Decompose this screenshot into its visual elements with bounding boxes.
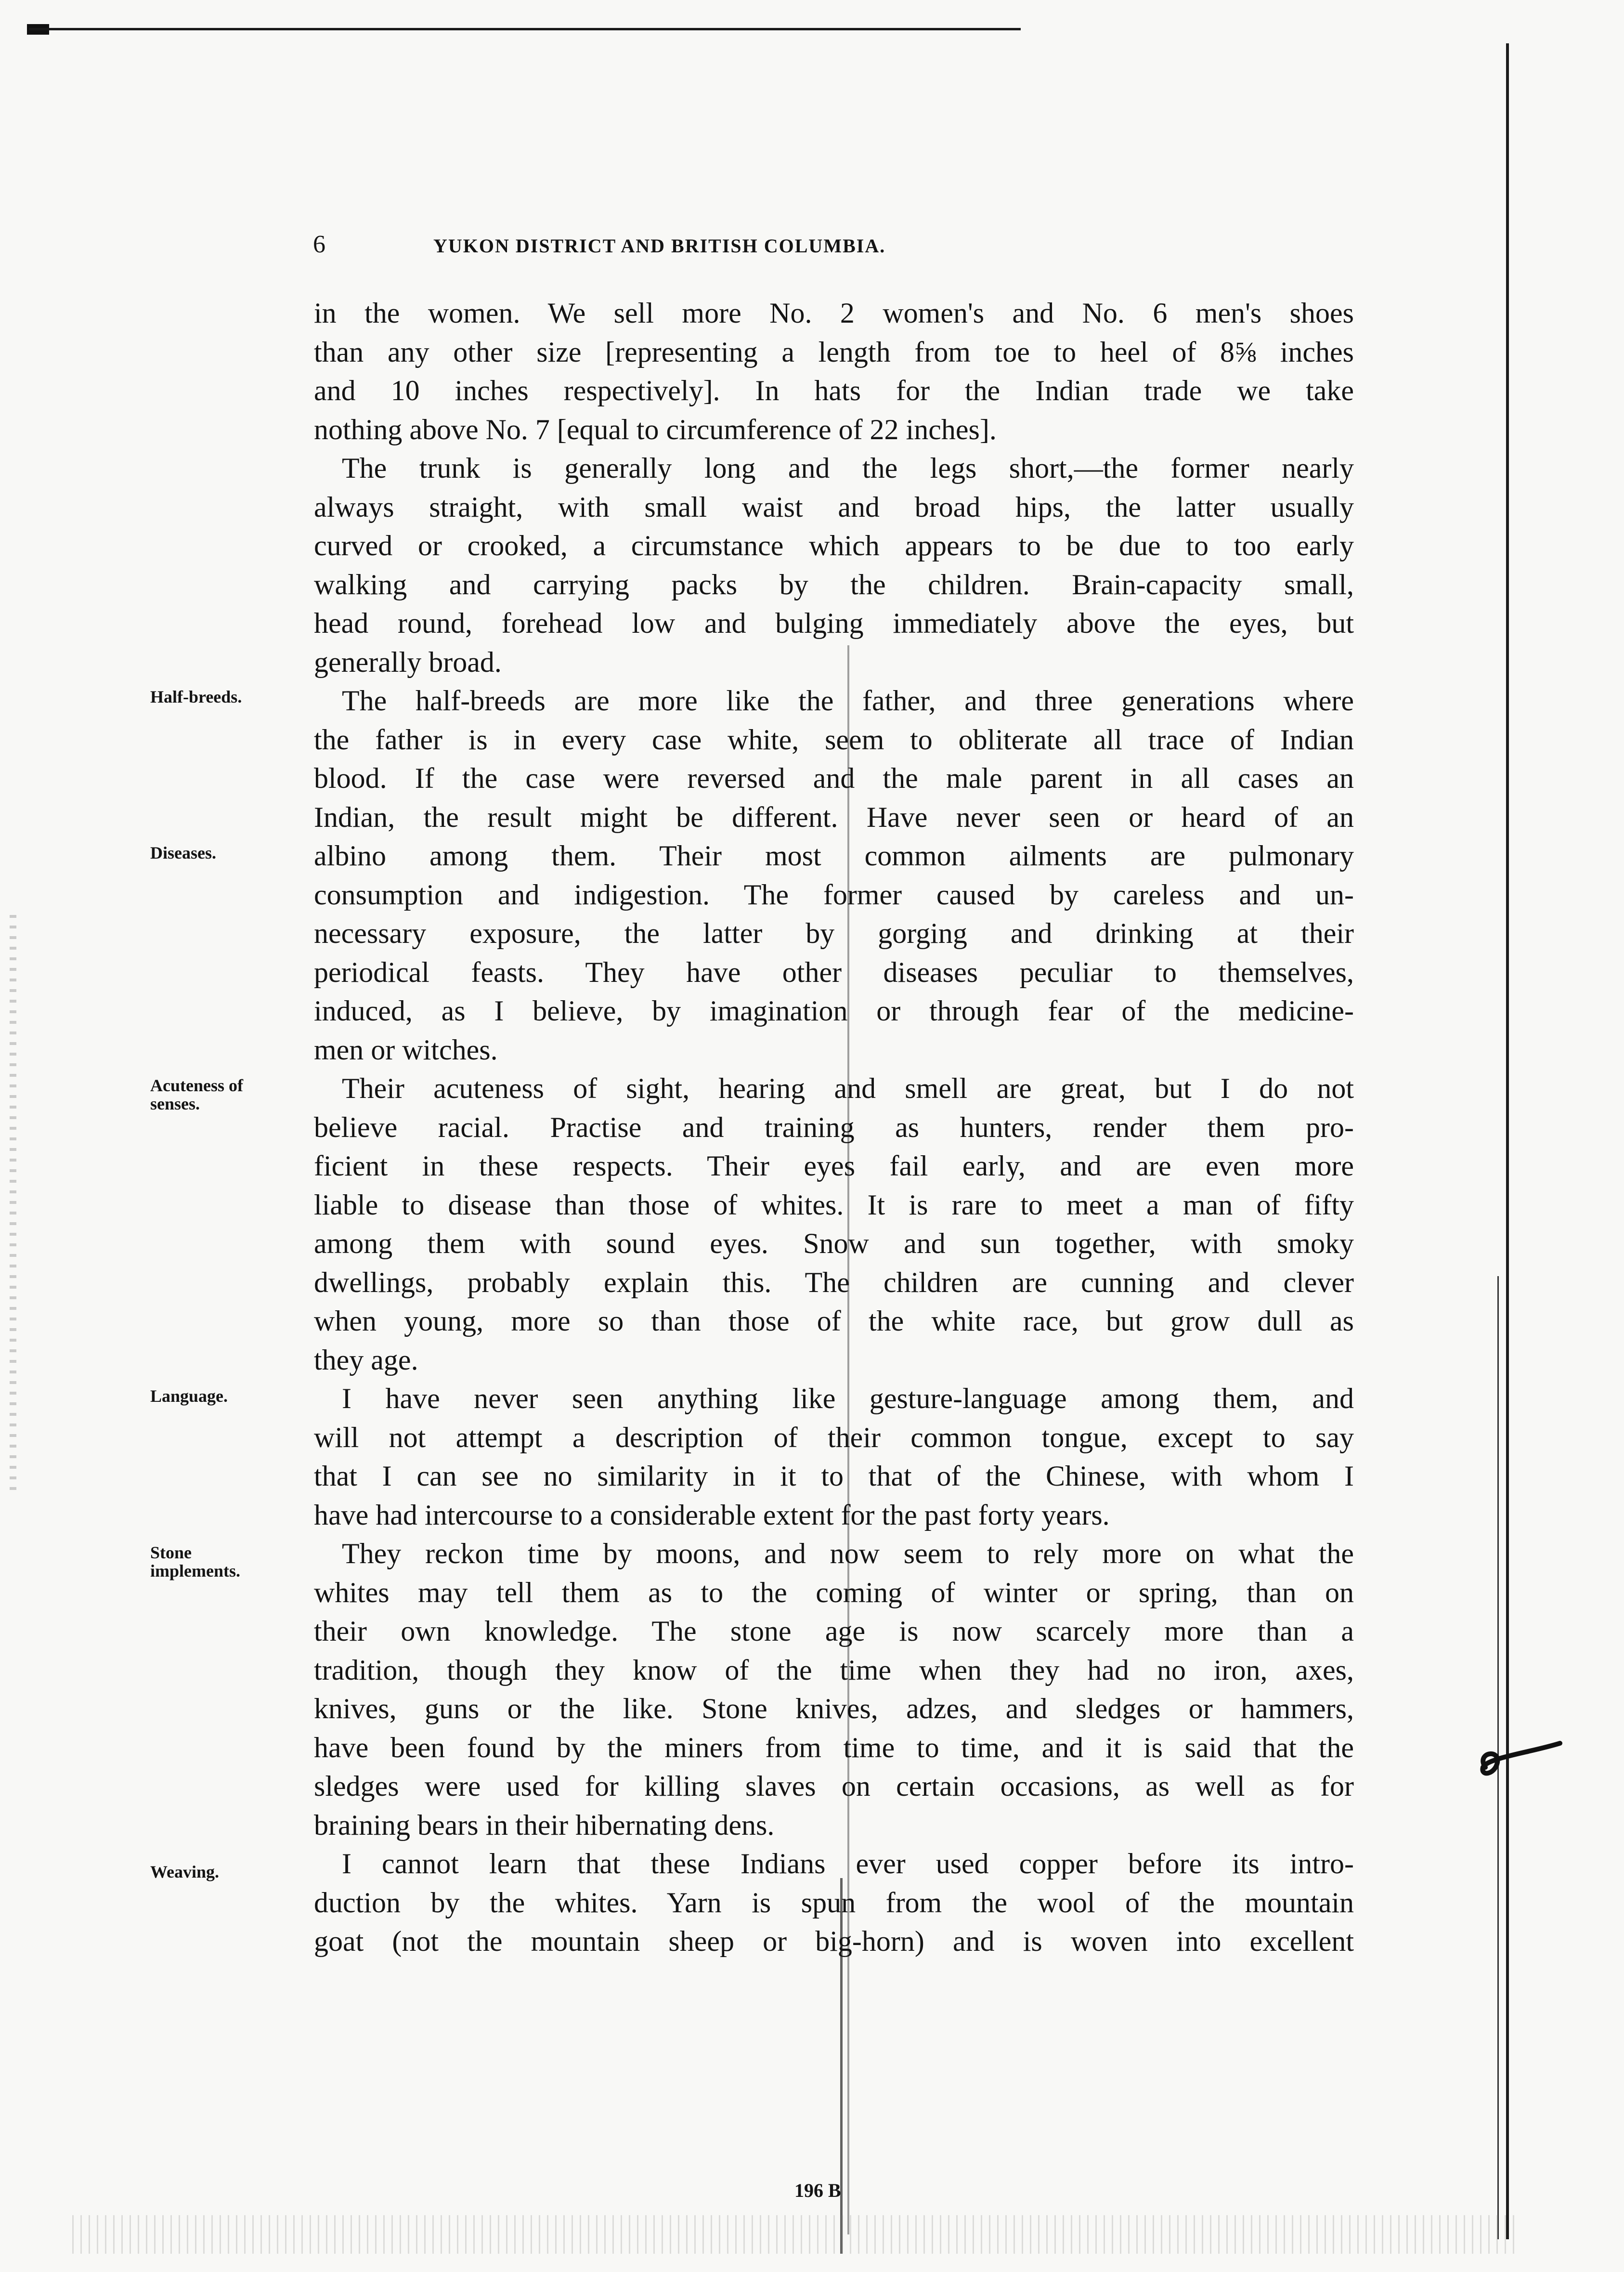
text-line: braining bears in their hibernating dens. xyxy=(314,1809,775,1841)
body-text xyxy=(314,294,1354,1961)
text-line: induced, as I believe, by imagination or through fear of the medicine- xyxy=(314,995,1354,1027)
sidenote-stone-implements xyxy=(150,1543,295,1580)
text-line: sledges were used for killing slaves on certain occasions, as well as for xyxy=(314,1770,1354,1802)
text-line: always straight, with small waist and broad hips, the latter usually xyxy=(314,491,1354,523)
text-line: tradition, though they know of the time when they had no iron, axes, xyxy=(314,1654,1354,1686)
text-line: their own knowledge. The stone age is now scarcely more than a xyxy=(314,1615,1354,1647)
text-line: Their acuteness of sight, hearing and smell are great, but I do not xyxy=(342,1072,1354,1104)
paragraph-2 xyxy=(314,449,1354,681)
top-rule xyxy=(29,28,1021,30)
sidenote-weaving: Weaving. xyxy=(150,1862,220,1881)
left-edge-speckle xyxy=(10,915,16,1493)
sidenote-acuteness-line1: Acuteness of xyxy=(150,1076,243,1095)
text-line: Indian, the result might be different. Have never seen or heard of an xyxy=(314,801,1354,833)
text-line: in the women. We sell more No. 2 women's and No. 6 men's shoes xyxy=(314,297,1354,329)
text-line: The half-breeds are more like the father, and three generations where xyxy=(342,685,1354,717)
text-line: I cannot learn that these Indians ever used copper before its intro- xyxy=(342,1848,1354,1880)
text-line: the father is in every case white, seem to obliterate all trace of Indian xyxy=(314,723,1354,756)
text-line: goat (not the mountain sheep or big-horn) and is woven into excellent xyxy=(314,1925,1354,1957)
sidenote-language: Language. xyxy=(150,1386,228,1406)
text-line: necessary exposure, the latter by gorging and drinking at their xyxy=(314,917,1354,949)
text-line: whites may tell them as to the coming of winter or spring, than on xyxy=(314,1576,1354,1608)
text-line: that I can see no similarity in it to that of the Chinese, with whom I xyxy=(314,1460,1354,1492)
pen-mark-icon xyxy=(1471,1734,1567,1791)
text-line: generally broad. xyxy=(314,646,502,678)
paragraph-4 xyxy=(314,1069,1354,1379)
text-line: have had intercourse to a considerable extent for the past forty years. xyxy=(314,1499,1110,1531)
page-number: 6 xyxy=(313,231,325,258)
text-line: knives, guns or the like. Stone knives, adzes, and sledges or hammers, xyxy=(314,1693,1354,1724)
sidenote-diseases: Diseases. xyxy=(150,843,216,862)
sidenote-stone-line1: Stone xyxy=(150,1543,192,1562)
paragraph-5 xyxy=(314,1379,1354,1534)
running-title: YUKON DISTRICT AND BRITISH COLUMBIA. xyxy=(433,235,886,257)
text-line: men or witches. xyxy=(314,1033,498,1066)
text-line: consumption and indigestion. The former caused by careless and un- xyxy=(314,878,1354,911)
text-line: nothing above No. 7 [equal to circumference of 22 inches]. xyxy=(314,413,997,445)
paragraph-3 xyxy=(314,681,1354,1069)
text-line: walking and carrying packs by the children. Brain-capacity small, xyxy=(314,568,1354,601)
sidenote-acuteness-line2: senses. xyxy=(150,1094,200,1113)
text-line: duction by the whites. Yarn is spun from the wool of the mountain xyxy=(314,1886,1354,1919)
text-line: blood. If the case were reversed and the male parent in all cases an xyxy=(314,762,1354,794)
text-line: liable to disease than those of whites. It is rare to meet a man of fifty xyxy=(314,1188,1354,1221)
text-line: will not attempt a description of their common tongue, except to say xyxy=(314,1421,1354,1453)
sidenote-acuteness xyxy=(150,1076,295,1113)
text-line: head round, forehead low and bulging immediately above the eyes, but xyxy=(314,607,1354,639)
text-line: than any other size [representing a length from toe to heel of 8⅝ inches xyxy=(314,336,1354,368)
text-line: among them with sound eyes. Snow and sun together, with smoky xyxy=(314,1227,1354,1259)
text-line: ficient in these respects. Their eyes fail early, and are even more xyxy=(314,1150,1354,1182)
text-line: I have never seen anything like gesture-language among them, and xyxy=(342,1383,1354,1414)
sidenote-half-breeds: Half-breeds. xyxy=(150,687,242,706)
text-line: periodical feasts. They have other diseases peculiar to themselves, xyxy=(314,956,1354,988)
text-line: believe racial. Practise and training as hunters, render them pro- xyxy=(314,1111,1354,1143)
text-line: and 10 inches respectively]. In hats for the Indian trade we take xyxy=(314,375,1354,406)
paragraph-6 xyxy=(314,1534,1354,1844)
paragraph-7 xyxy=(314,1844,1354,1961)
sidenote-stone-line2: implements. xyxy=(150,1561,240,1580)
paragraph-1 xyxy=(314,294,1354,449)
signature-mark: 196 B xyxy=(794,2180,841,2201)
bottom-edge-speckle xyxy=(72,2215,1517,2254)
text-line: albino among them. Their most common ailments are pulmonary xyxy=(314,840,1354,872)
right-edge-rule xyxy=(1506,43,1509,2239)
text-line: have been found by the miners from time to time, and it is said that the xyxy=(314,1731,1354,1763)
text-line: they age. xyxy=(314,1344,418,1376)
text-line: The trunk is generally long and the legs short,—the former nearly xyxy=(342,452,1354,484)
text-line: curved or crooked, a circumstance which appears to be due to too early xyxy=(314,530,1354,561)
text-line: They reckon time by moons, and now seem to rely more on what the xyxy=(342,1538,1354,1569)
text-line: dwellings, probably explain this. The children are cunning and clever xyxy=(314,1266,1354,1298)
text-line: when young, more so than those of the white race, but grow dull as xyxy=(314,1305,1354,1337)
